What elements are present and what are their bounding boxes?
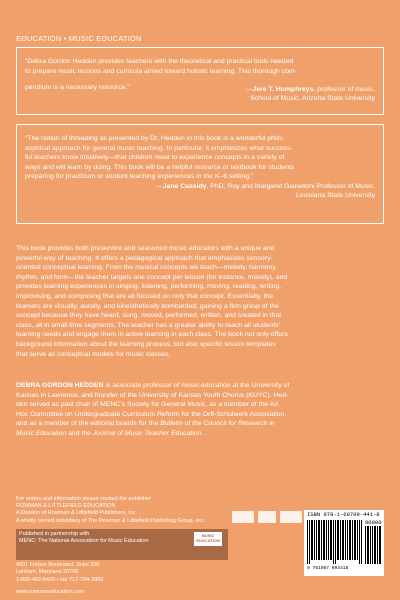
barcode-bars-icon	[307, 520, 363, 564]
quote-1-line: pendium is a necessary resource.”	[25, 84, 130, 91]
quote-2-line: preparing for practicum or student teaching experiences in the K–6 setting.”	[25, 173, 254, 180]
address-line: 4501 Forbes Boulevard, Suite 200	[16, 562, 100, 568]
description-line: learners are visually, aurally, and kinesthetically bombarded, gaining a firm grasp of the	[16, 302, 279, 310]
publisher-line: A Division of Rowman & Littlefield Publishers, Inc.	[16, 510, 138, 517]
author-name: DEBRA GORDON HEDDEN	[16, 382, 104, 389]
bio-text: and the	[66, 429, 93, 437]
journal-title: Journal of Music Teacher Education	[92, 429, 202, 437]
bio-text: and as a member of the editorial boards for the	[16, 420, 161, 428]
quote-2-author: Jane Cassidy	[162, 182, 207, 190]
quote-2-affiliation: Louisiana State University	[295, 192, 375, 199]
bio-line: Hoc Committee on Undergraduate Curriculum Reform for the Orff-Schulwerk Association,	[16, 410, 287, 418]
quote-1-line: to prepare music lessons and curricula aimed toward holistic learning. This thorough com-	[25, 67, 297, 75]
quote-1-affiliation: School of Music, Arizona State University	[250, 95, 375, 102]
description-line: powerful way of teaching. It offers a pedagogical approach that emphasizes sensory-	[16, 254, 273, 262]
publisher-logo-icon	[258, 511, 276, 523]
quote-box-2	[16, 124, 384, 224]
partnership-line: MENC: The National Association for Music Education	[19, 538, 149, 544]
address-line: 1-800-462-6420 • fax 717-794-3803	[16, 576, 104, 583]
publisher-line: ROWMAN & LITTLEFIELD EDUCATION	[16, 503, 116, 510]
publisher-line: A wholly owned subsidiary of The Rowman & Littlefield Publishing Group, Inc.	[16, 517, 205, 524]
publisher-logo-icon	[280, 511, 302, 523]
quote-1-author: Jere T. Humphreys	[252, 85, 314, 93]
price-barcode-icon	[365, 526, 381, 564]
quote-1-line: “Debra Gordon Hedden provides teachers with the theoretical and practical tools needed	[25, 58, 294, 65]
quote-2-line: “The notion of threading as presented by Dr. Hedden in this book is a wonderful philo-	[25, 135, 285, 142]
bio-line: den served as past chair of MENC’s Society for General Music, as a member of the Ad	[16, 401, 278, 409]
menc-logo: MUSIC EDUCATION	[194, 532, 222, 546]
journal-title: Bulletin of the Council for Research in	[160, 420, 275, 428]
description-line: that serve as conceptual models for music classes.	[16, 350, 171, 358]
quote-1-author-role: , professor of music,	[313, 85, 375, 93]
journal-title: Music Education	[16, 429, 67, 437]
publisher-url[interactable]: www.rowmaneducation.com	[16, 589, 85, 595]
partnership-line: Published in partnership with	[19, 531, 90, 537]
book-description	[16, 244, 388, 359]
bio-text: .	[201, 429, 204, 437]
description-line: learning needs and engage them in active learning in each class. The book not only offers	[16, 331, 288, 339]
author-bio	[16, 381, 388, 439]
quote-2-attribution: —Jane Cassidy, PhD, Roy and Margaret Gianelloni Professor of Music,	[155, 182, 375, 190]
description-line: rhythm, and form—the teacher targets one concept per lesson (for instance, melody), and	[16, 273, 288, 281]
description-line: This book provides both preservice and seasoned music educators with a unique and	[16, 245, 275, 252]
quote-2-line: ways and will learn by doing. This book will be a helpful resource or textbook for students	[25, 163, 295, 171]
publisher-info	[16, 496, 205, 525]
quote-1-attribution: —Jere T. Humphreys, professor of music,	[245, 85, 375, 93]
bio-line: Kansas in Lawrence, and founder of the University of Kansas Youth Chorus (KUYC). Hed-	[16, 391, 289, 399]
quote-box-1	[16, 47, 384, 115]
isbn-barcode	[304, 510, 384, 576]
isbn-number: ISBN 978-1-60709-441-8	[307, 511, 380, 518]
partnership-box	[16, 529, 228, 560]
quote-2-author-role: , PhD, Roy and Margaret Gianelloni Professor of Music,	[206, 182, 375, 190]
description-line: improvising, and composing that are all focused on only that concept. Essentially, the	[16, 292, 274, 300]
description-line: class, all in small time segments. The teacher has a greater ability to reach all students’	[16, 321, 281, 329]
quote-2-line: ful teachers know intuitively—that children need to experience concepts in a variety of	[25, 154, 285, 161]
bio-line	[16, 429, 388, 439]
barcode-digits: 9 781607 094418	[307, 566, 349, 571]
publisher-logo-icon	[232, 511, 254, 523]
bio-text: is associate professor of music education at the University of	[103, 382, 290, 389]
description-line: background information about the learning process, but also specific lesson templates	[16, 340, 276, 348]
description-line: concept because they have heard, sung, moved, performed, written, and created in that	[16, 312, 282, 320]
quote-2-line: sophical approach for general music teaching. In particular, it emphasizes what success-	[25, 144, 293, 152]
bio-line	[16, 381, 388, 391]
price-code: 90000	[365, 519, 382, 526]
bio-line	[16, 419, 388, 429]
publisher-address	[16, 562, 103, 584]
description-line: provides learning experiences in singing, listening, performing, moving, reading, writing,	[16, 283, 282, 291]
description-line: oriented conceptual learning. From the musical concepts we teach—melody, harmony,	[16, 264, 278, 272]
publisher-logos	[232, 508, 304, 526]
address-line: Lanham, Maryland 20706	[16, 569, 79, 576]
category-label: EDUCATION • MUSIC EDUCATION	[16, 34, 142, 43]
publisher-line: For orders and information please contact the publisher	[16, 496, 151, 502]
